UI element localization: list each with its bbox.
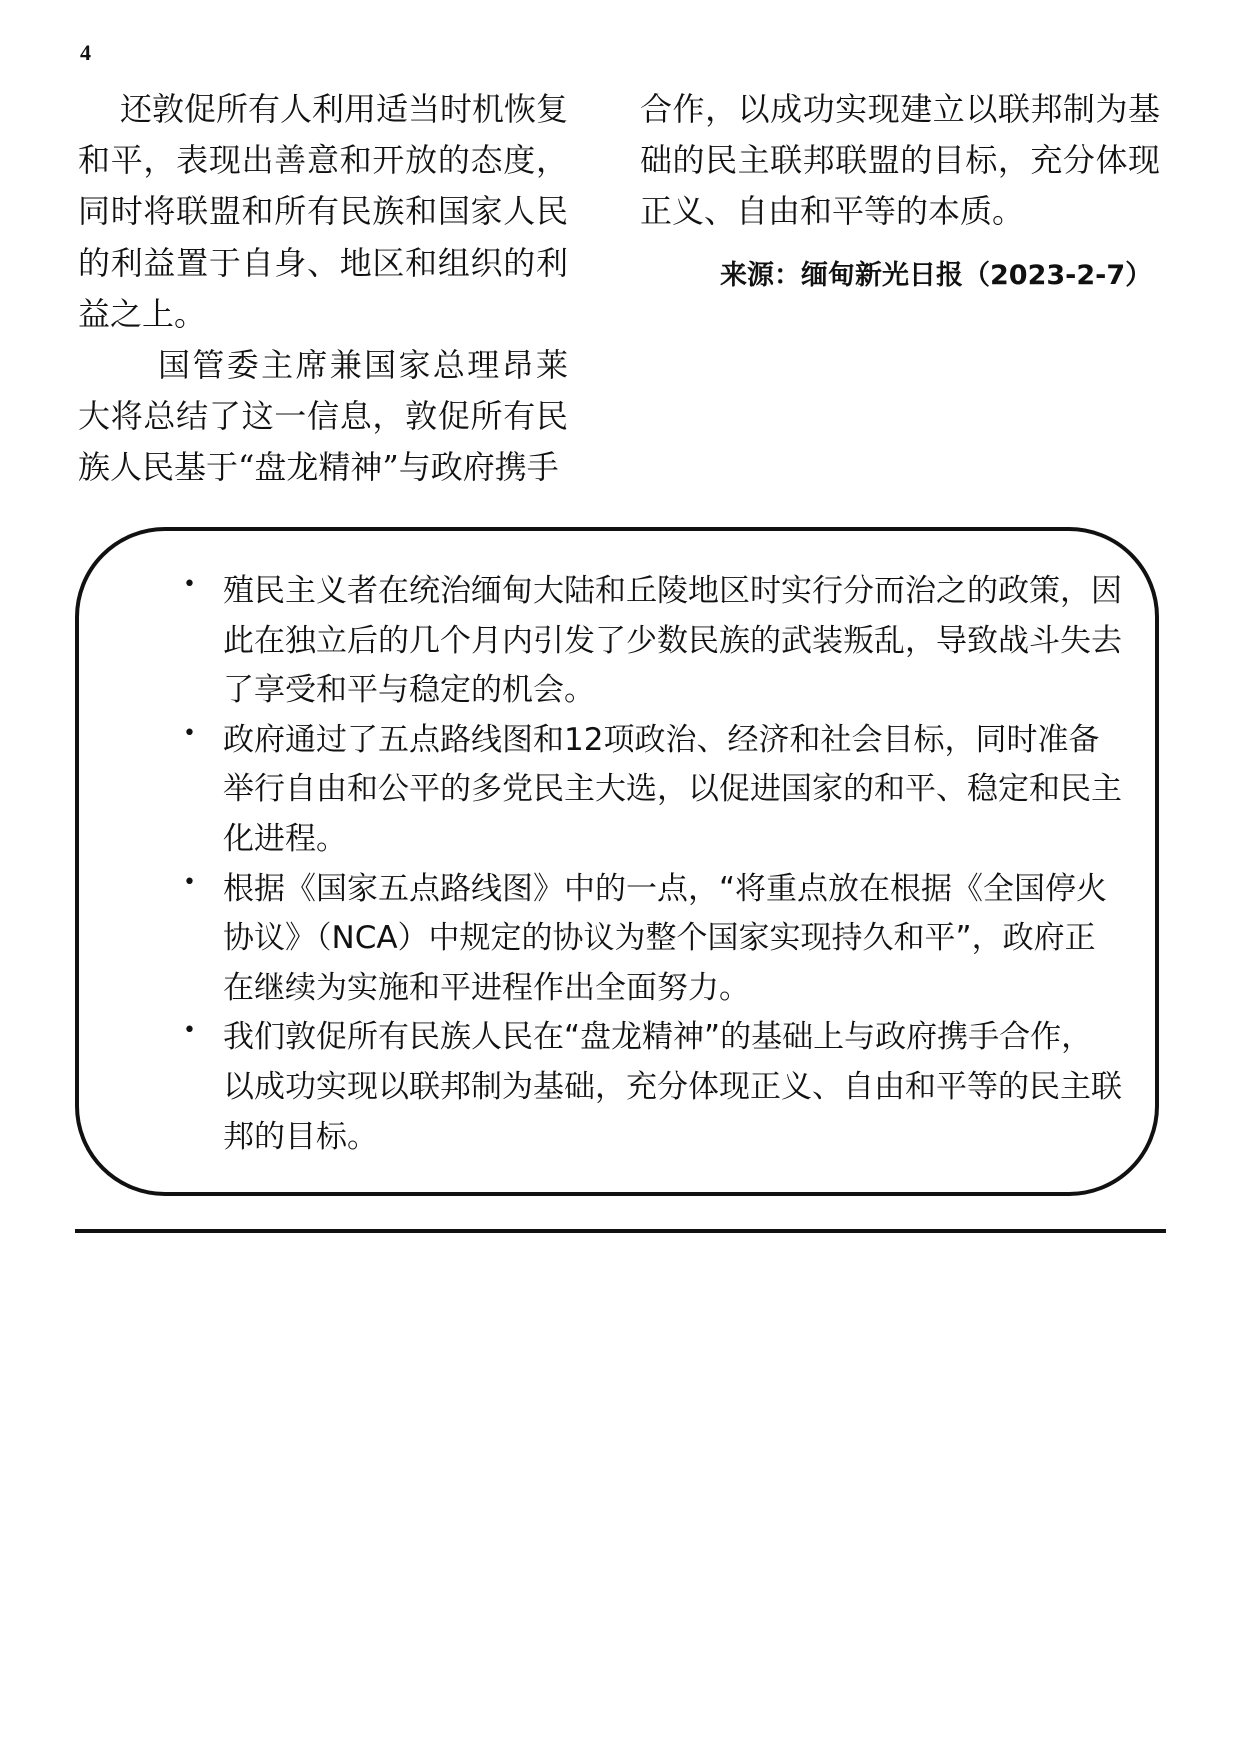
summary-item-text: 殖民主义者在统治缅甸大陆和丘陵地区时实行分而治之的政策，因此在独立后的几个月内引发了少数民族的武装叛乱，导致战斗失去了享受和平与稳定的机会。 bbox=[223, 573, 1122, 709]
summary-item bbox=[79, 716, 1163, 865]
bullet-icon: • bbox=[183, 869, 196, 895]
bullet-icon: • bbox=[183, 720, 196, 746]
bullet-icon: • bbox=[183, 572, 196, 597]
page-number: 4 bbox=[80, 40, 91, 65]
bullet-icon: • bbox=[183, 1018, 196, 1044]
source-attribution: 来源：缅甸新光日报（2023-2-7） bbox=[720, 260, 1153, 291]
summary-box bbox=[75, 527, 1159, 1196]
summary-item bbox=[79, 1013, 1163, 1162]
summary-item bbox=[79, 865, 1163, 1014]
summary-item-text: 根据《国家五点路线图》中的一点，“将重点放在根据《全国停火协议》（NCA）中规定的协议为整个国家实现持久和平”，政府正在继续为实施和平进程作出全面努力。 bbox=[223, 870, 1108, 1006]
summary-list bbox=[79, 567, 1163, 1162]
summary-item-text: 我们敦促所有民族人民在“盘龙精神”的基础上与政府携手合作，以成功实现以联邦制为基础，充分体现正义、自由和平等的民主联邦的目标。 bbox=[223, 1019, 1122, 1155]
left-paragraph-1: 还敦促所有人利用适当时机恢复和平，表现出善意和开放的态度，同时将联盟和所有民族和国家人民的利益置于自身、地区和组织的利益之上。 bbox=[78, 90, 569, 333]
left-paragraph-2: 国管委主席兼国家总理昂莱大将总结了这一信息，敦促所有民族人民基于“盘龙精神”与政府携手 bbox=[78, 345, 568, 487]
horizontal-divider bbox=[75, 1229, 1166, 1233]
right-column bbox=[640, 84, 1160, 238]
summary-item-text: 政府通过了五点路线图和12项政治、经济和社会目标，同时准备举行自由和公平的多党民主大选，以促进国家的和平、稳定和民主化进程。 bbox=[223, 721, 1122, 857]
right-paragraph-continuation: 合作，以成功实现建立以联邦制为基础的民主联邦联盟的目标，充分体现正义、自由和平等的本质。 bbox=[640, 90, 1160, 231]
summary-item bbox=[79, 567, 1163, 716]
left-column bbox=[78, 84, 568, 494]
